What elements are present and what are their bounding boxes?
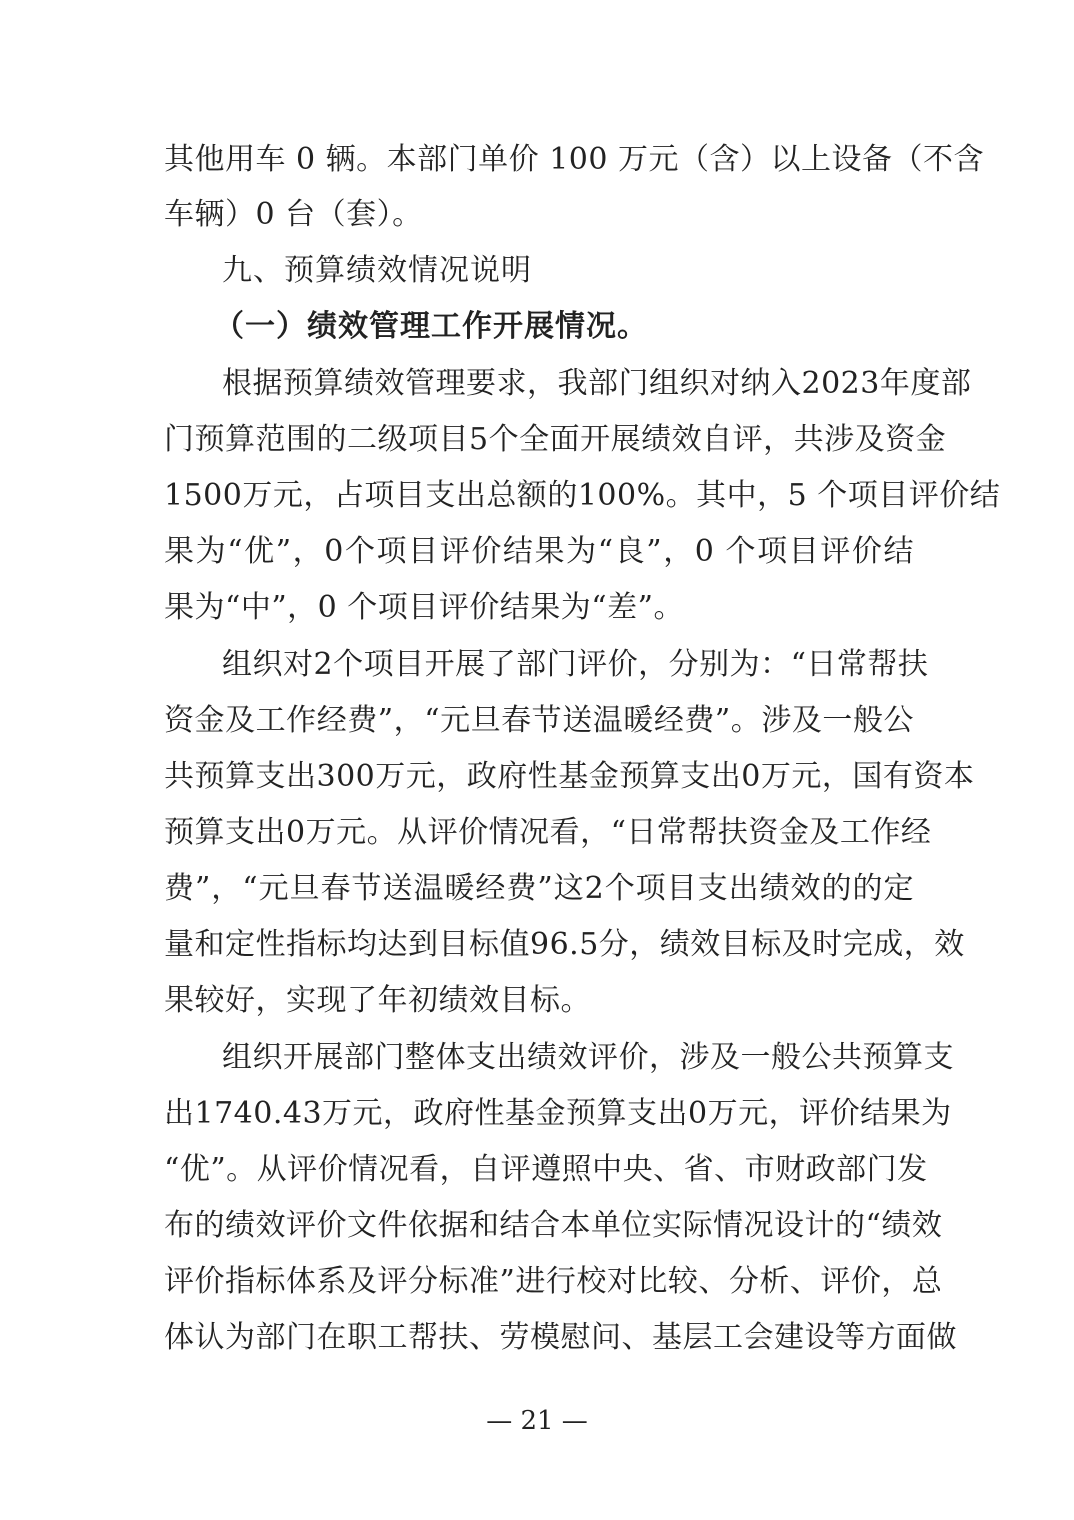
paragraph-1-line: 果为“中”，0 个项目评价结果为“差”。 (164, 590, 684, 625)
paragraph-3-line: 评价指标体系及评分标准”进行校对比较、分析、评价，总 (164, 1264, 943, 1299)
paragraph-2-line: 组织对2个项目开展了部门评价，分别为：“日常帮扶 (222, 647, 929, 682)
paragraph-2-line: 费”，“元旦春节送温暖经费”这2个项目支出绩效的的定 (164, 871, 914, 906)
paragraph-3-line: 出1740.43万元，政府性基金预算支出0万元，评价结果为 (164, 1096, 952, 1131)
paragraph-1-line: 1500万元，占项目支出总额的100%。其中，5 个项目评价结 (164, 478, 1001, 513)
paragraph-2-line: 共预算支出300万元，政府性基金预算支出0万元，国有资本 (164, 759, 975, 794)
section-heading: 九、预算绩效情况说明 (222, 253, 532, 288)
text-line: 车辆）0 台（套）。 (164, 197, 423, 232)
paragraph-3-line: 体认为部门在职工帮扶、劳模慰问、基层工会建设等方面做 (164, 1320, 957, 1355)
paragraph-3-line: “优”。从评价情况看，自评遵照中央、省、市财政部门发 (164, 1152, 928, 1187)
subsection-heading: （一）绩效管理工作开展情况。 (214, 309, 648, 344)
paragraph-3-line: 布的绩效评价文件依据和结合本单位实际情况设计的“绩效 (164, 1208, 943, 1243)
paragraph-1-line: 果为“优”，0个项目评价结果为“良”，0 个项目评价结 (164, 534, 914, 569)
paragraph-2-line: 果较好，实现了年初绩效目标。 (164, 983, 591, 1018)
text-line: 其他用车 0 辆。本部门单价 100 万元（含）以上设备（不含 (164, 142, 984, 177)
paragraph-1-line: 根据预算绩效管理要求，我部门组织对纳入2023年度部 (222, 366, 972, 401)
paragraph-2-line: 预算支出0万元。从评价情况看，“日常帮扶资金及工作经 (164, 815, 932, 850)
paragraph-3-line: 组织开展部门整体支出绩效评价，涉及一般公共预算支 (222, 1040, 954, 1075)
page-number: — 21 — (486, 1406, 588, 1436)
paragraph-2-line: 资金及工作经费”，“元旦春节送温暖经费”。涉及一般公 (164, 703, 914, 738)
paragraph-1-line: 门预算范围的二级项目5个全面开展绩效自评，共涉及资金 (164, 422, 947, 457)
paragraph-2-line: 量和定性指标均达到目标值96.5分，绩效目标及时完成，效 (164, 927, 965, 962)
